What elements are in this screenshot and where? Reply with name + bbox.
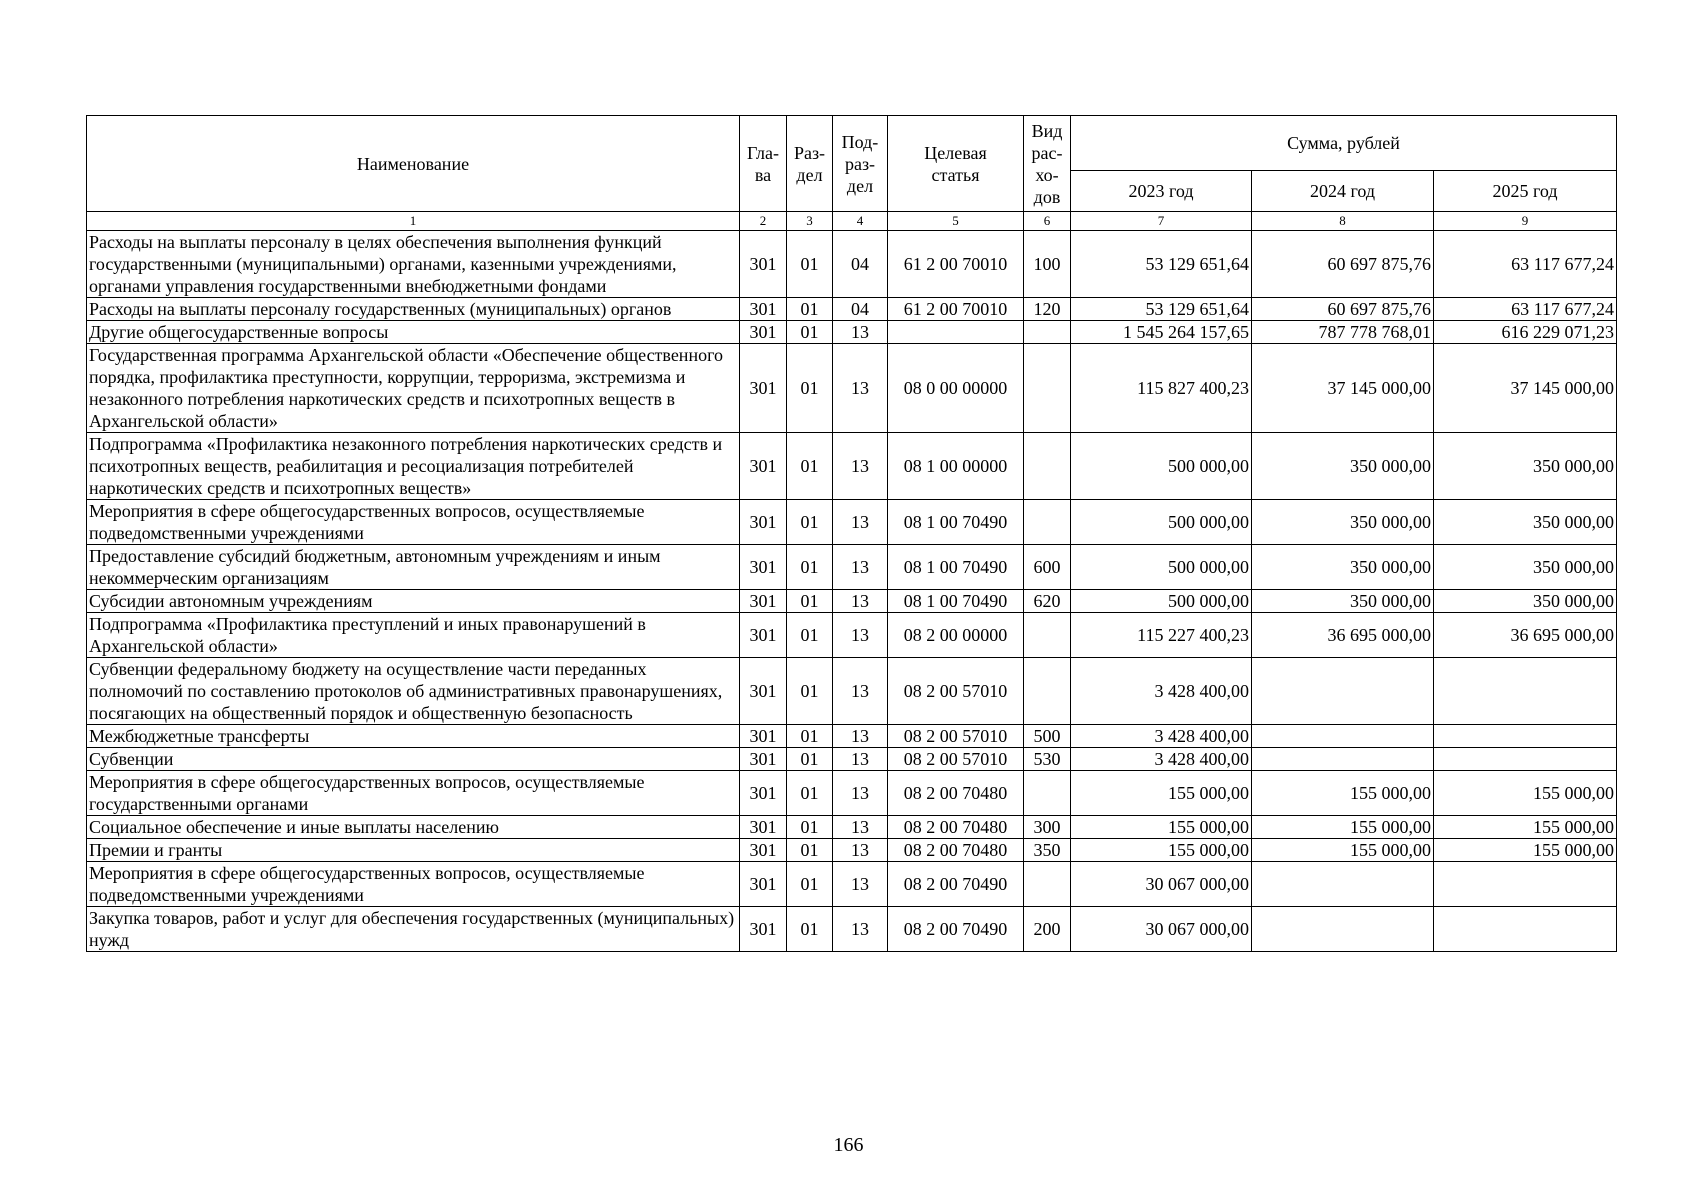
column-number: 4 bbox=[833, 212, 888, 231]
row-glava: 301 bbox=[740, 816, 787, 839]
row-podrazdel: 13 bbox=[833, 725, 888, 748]
row-podrazdel: 13 bbox=[833, 771, 888, 816]
table-row bbox=[87, 816, 1617, 839]
row-podrazdel: 13 bbox=[833, 500, 888, 545]
row-podrazdel: 13 bbox=[833, 839, 888, 862]
row-celevaya-statya: 08 1 00 70490 bbox=[888, 590, 1024, 613]
row-sum-2024: 155 000,00 bbox=[1252, 771, 1434, 816]
row-sum-2025: 36 695 000,00 bbox=[1434, 613, 1617, 658]
row-podrazdel: 13 bbox=[833, 545, 888, 590]
row-vid-rashodov bbox=[1024, 500, 1071, 545]
row-celevaya-statya: 08 2 00 57010 bbox=[888, 748, 1024, 771]
row-sum-2025 bbox=[1434, 907, 1617, 952]
row-podrazdel: 13 bbox=[833, 862, 888, 907]
page-number: 166 bbox=[833, 1134, 864, 1156]
table-row bbox=[87, 500, 1617, 545]
row-sum-2024: 350 000,00 bbox=[1252, 545, 1434, 590]
table-row bbox=[87, 321, 1617, 344]
row-name: Государственная программа Архангельской области «Обеспечение общественного порядка, профилактика преступности, коррупции, терроризма, экстремизма и незаконного потребления наркотических средств и психотропных веществ в Архангельской области» bbox=[87, 344, 740, 433]
row-sum-2024: 60 697 875,76 bbox=[1252, 298, 1434, 321]
row-podrazdel: 13 bbox=[833, 433, 888, 500]
row-razdel: 01 bbox=[787, 545, 833, 590]
row-razdel: 01 bbox=[787, 321, 833, 344]
row-name: Закупка товаров, работ и услуг для обеспечения государственных (муниципальных) нужд bbox=[87, 907, 740, 952]
table-row bbox=[87, 433, 1617, 500]
column-number: 7 bbox=[1071, 212, 1252, 231]
row-glava: 301 bbox=[740, 725, 787, 748]
row-sum-2023: 155 000,00 bbox=[1071, 771, 1252, 816]
row-vid-rashodov bbox=[1024, 862, 1071, 907]
row-razdel: 01 bbox=[787, 839, 833, 862]
table-row bbox=[87, 590, 1617, 613]
row-name: Подпрограмма «Профилактика преступлений и иных правонарушений в Архангельской области» bbox=[87, 613, 740, 658]
row-sum-2024 bbox=[1252, 725, 1434, 748]
row-sum-2024: 155 000,00 bbox=[1252, 839, 1434, 862]
row-razdel: 01 bbox=[787, 771, 833, 816]
row-vid-rashodov bbox=[1024, 771, 1071, 816]
row-sum-2023: 53 129 651,64 bbox=[1071, 298, 1252, 321]
table-row bbox=[87, 771, 1617, 816]
table-row bbox=[87, 545, 1617, 590]
row-vid-rashodov bbox=[1024, 613, 1071, 658]
row-celevaya-statya: 08 2 00 70480 bbox=[888, 839, 1024, 862]
row-razdel: 01 bbox=[787, 231, 833, 298]
row-sum-2024: 155 000,00 bbox=[1252, 816, 1434, 839]
row-name: Субсидии автономным учреждениям bbox=[87, 590, 740, 613]
column-number: 8 bbox=[1252, 212, 1434, 231]
row-glava: 301 bbox=[740, 613, 787, 658]
row-razdel: 01 bbox=[787, 500, 833, 545]
row-celevaya-statya: 08 2 00 70490 bbox=[888, 862, 1024, 907]
row-glava: 301 bbox=[740, 839, 787, 862]
row-vid-rashodov bbox=[1024, 658, 1071, 725]
row-celevaya-statya: 61 2 00 70010 bbox=[888, 298, 1024, 321]
table-row bbox=[87, 839, 1617, 862]
header-name: Наименование bbox=[87, 116, 740, 212]
row-razdel: 01 bbox=[787, 298, 833, 321]
row-vid-rashodov bbox=[1024, 344, 1071, 433]
row-sum-2025 bbox=[1434, 748, 1617, 771]
row-name: Премии и гранты bbox=[87, 839, 740, 862]
row-sum-2025: 350 000,00 bbox=[1434, 545, 1617, 590]
row-glava: 301 bbox=[740, 590, 787, 613]
row-glava: 301 bbox=[740, 545, 787, 590]
row-vid-rashodov: 120 bbox=[1024, 298, 1071, 321]
row-razdel: 01 bbox=[787, 725, 833, 748]
row-glava: 301 bbox=[740, 433, 787, 500]
row-name: Подпрограмма «Профилактика незаконного потребления наркотических средств и психотропных веществ, реабилитация и ресоциализация потребителей наркотических средств и психотропных веществ» bbox=[87, 433, 740, 500]
table-row bbox=[87, 344, 1617, 433]
row-sum-2023: 115 227 400,23 bbox=[1071, 613, 1252, 658]
row-glava: 301 bbox=[740, 862, 787, 907]
row-sum-2025: 616 229 071,23 bbox=[1434, 321, 1617, 344]
row-celevaya-statya: 08 1 00 70490 bbox=[888, 545, 1024, 590]
row-name: Расходы на выплаты персоналу государственных (муниципальных) органов bbox=[87, 298, 740, 321]
row-glava: 301 bbox=[740, 771, 787, 816]
row-celevaya-statya: 08 1 00 70490 bbox=[888, 500, 1024, 545]
row-celevaya-statya: 08 2 00 57010 bbox=[888, 725, 1024, 748]
row-vid-rashodov bbox=[1024, 321, 1071, 344]
header-glava: Гла- ва bbox=[740, 116, 787, 212]
row-vid-rashodov: 600 bbox=[1024, 545, 1071, 590]
row-sum-2023: 155 000,00 bbox=[1071, 816, 1252, 839]
row-podrazdel: 04 bbox=[833, 298, 888, 321]
row-razdel: 01 bbox=[787, 613, 833, 658]
row-podrazdel: 13 bbox=[833, 321, 888, 344]
row-name: Субвенции федеральному бюджету на осуществление части переданных полномочий по составлению протоколов об административных правонарушениях, посягающих на общественный порядок и общественную безопасность bbox=[87, 658, 740, 725]
row-sum-2025: 350 000,00 bbox=[1434, 590, 1617, 613]
header-celevaya-statya: Целевая статья bbox=[888, 116, 1024, 212]
row-sum-2024 bbox=[1252, 907, 1434, 952]
header-year-2025: 2025 год bbox=[1434, 171, 1617, 212]
column-number: 6 bbox=[1024, 212, 1071, 231]
header-year-2024: 2024 год bbox=[1252, 171, 1434, 212]
row-sum-2025: 155 000,00 bbox=[1434, 839, 1617, 862]
table-row bbox=[87, 231, 1617, 298]
row-sum-2023: 3 428 400,00 bbox=[1071, 748, 1252, 771]
row-name: Субвенции bbox=[87, 748, 740, 771]
row-sum-2023: 155 000,00 bbox=[1071, 839, 1252, 862]
table-row bbox=[87, 613, 1617, 658]
row-sum-2024 bbox=[1252, 862, 1434, 907]
row-podrazdel: 04 bbox=[833, 231, 888, 298]
row-name: Другие общегосударственные вопросы bbox=[87, 321, 740, 344]
row-sum-2025 bbox=[1434, 725, 1617, 748]
row-sum-2023: 3 428 400,00 bbox=[1071, 658, 1252, 725]
row-sum-2023: 500 000,00 bbox=[1071, 545, 1252, 590]
row-sum-2023: 500 000,00 bbox=[1071, 433, 1252, 500]
row-name: Предоставление субсидий бюджетным, автономным учреждениям и иным некоммерческим организациям bbox=[87, 545, 740, 590]
row-sum-2025 bbox=[1434, 862, 1617, 907]
row-glava: 301 bbox=[740, 500, 787, 545]
row-sum-2023: 53 129 651,64 bbox=[1071, 231, 1252, 298]
row-razdel: 01 bbox=[787, 658, 833, 725]
table-row bbox=[87, 725, 1617, 748]
row-sum-2023: 500 000,00 bbox=[1071, 500, 1252, 545]
row-razdel: 01 bbox=[787, 862, 833, 907]
row-podrazdel: 13 bbox=[833, 590, 888, 613]
row-sum-2025: 350 000,00 bbox=[1434, 433, 1617, 500]
table-row bbox=[87, 298, 1617, 321]
row-celevaya-statya: 08 2 00 57010 bbox=[888, 658, 1024, 725]
column-number: 3 bbox=[787, 212, 833, 231]
row-podrazdel: 13 bbox=[833, 748, 888, 771]
header-vid-rashodov: Вид рас- хо- дов bbox=[1024, 116, 1071, 212]
row-sum-2025: 63 117 677,24 bbox=[1434, 298, 1617, 321]
row-celevaya-statya: 08 1 00 00000 bbox=[888, 433, 1024, 500]
row-razdel: 01 bbox=[787, 590, 833, 613]
row-glava: 301 bbox=[740, 321, 787, 344]
row-name: Межбюджетные трансферты bbox=[87, 725, 740, 748]
row-name: Расходы на выплаты персоналу в целях обеспечения выполнения функций государственными (муниципальными) органами, казенными учреждениями, органами управления государственными внебюджетными фондами bbox=[87, 231, 740, 298]
budget-table bbox=[86, 115, 1617, 952]
row-sum-2024: 350 000,00 bbox=[1252, 433, 1434, 500]
row-razdel: 01 bbox=[787, 433, 833, 500]
table-row bbox=[87, 748, 1617, 771]
row-glava: 301 bbox=[740, 658, 787, 725]
column-number: 2 bbox=[740, 212, 787, 231]
row-sum-2024: 37 145 000,00 bbox=[1252, 344, 1434, 433]
column-number: 9 bbox=[1434, 212, 1617, 231]
row-celevaya-statya: 08 2 00 00000 bbox=[888, 613, 1024, 658]
row-glava: 301 bbox=[740, 344, 787, 433]
row-sum-2025: 155 000,00 bbox=[1434, 771, 1617, 816]
row-sum-2025: 155 000,00 bbox=[1434, 816, 1617, 839]
table-row bbox=[87, 862, 1617, 907]
row-vid-rashodov: 530 bbox=[1024, 748, 1071, 771]
row-vid-rashodov: 350 bbox=[1024, 839, 1071, 862]
row-name: Мероприятия в сфере общегосударственных вопросов, осуществляемые подведомственными учреждениями bbox=[87, 862, 740, 907]
column-number: 5 bbox=[888, 212, 1024, 231]
row-name: Мероприятия в сфере общегосударственных вопросов, осуществляемые государственными органами bbox=[87, 771, 740, 816]
row-vid-rashodov: 100 bbox=[1024, 231, 1071, 298]
row-sum-2023: 3 428 400,00 bbox=[1071, 725, 1252, 748]
row-podrazdel: 13 bbox=[833, 816, 888, 839]
row-razdel: 01 bbox=[787, 816, 833, 839]
row-sum-2023: 115 827 400,23 bbox=[1071, 344, 1252, 433]
row-sum-2025: 63 117 677,24 bbox=[1434, 231, 1617, 298]
row-vid-rashodov: 300 bbox=[1024, 816, 1071, 839]
row-vid-rashodov: 200 bbox=[1024, 907, 1071, 952]
row-vid-rashodov: 500 bbox=[1024, 725, 1071, 748]
row-glava: 301 bbox=[740, 907, 787, 952]
row-glava: 301 bbox=[740, 298, 787, 321]
row-celevaya-statya: 61 2 00 70010 bbox=[888, 231, 1024, 298]
row-sum-2024: 350 000,00 bbox=[1252, 500, 1434, 545]
row-celevaya-statya: 08 2 00 70490 bbox=[888, 907, 1024, 952]
header-podrazdel: Под- раз- дел bbox=[833, 116, 888, 212]
table-row bbox=[87, 658, 1617, 725]
row-name: Социальное обеспечение и иные выплаты населению bbox=[87, 816, 740, 839]
row-sum-2023: 1 545 264 157,65 bbox=[1071, 321, 1252, 344]
row-sum-2023: 30 067 000,00 bbox=[1071, 862, 1252, 907]
row-sum-2024: 350 000,00 bbox=[1252, 590, 1434, 613]
row-sum-2024 bbox=[1252, 658, 1434, 725]
column-number: 1 bbox=[87, 212, 740, 231]
row-razdel: 01 bbox=[787, 344, 833, 433]
row-vid-rashodov bbox=[1024, 433, 1071, 500]
row-celevaya-statya: 08 0 00 00000 bbox=[888, 344, 1024, 433]
header-razdel: Раз- дел bbox=[787, 116, 833, 212]
row-vid-rashodov: 620 bbox=[1024, 590, 1071, 613]
row-sum-2025: 350 000,00 bbox=[1434, 500, 1617, 545]
row-podrazdel: 13 bbox=[833, 344, 888, 433]
row-podrazdel: 13 bbox=[833, 613, 888, 658]
table-row bbox=[87, 907, 1617, 952]
row-sum-2024: 60 697 875,76 bbox=[1252, 231, 1434, 298]
row-sum-2024: 36 695 000,00 bbox=[1252, 613, 1434, 658]
row-name: Мероприятия в сфере общегосударственных вопросов, осуществляемые подведомственными учреждениями bbox=[87, 500, 740, 545]
row-razdel: 01 bbox=[787, 907, 833, 952]
row-sum-2023: 500 000,00 bbox=[1071, 590, 1252, 613]
row-sum-2025 bbox=[1434, 658, 1617, 725]
row-glava: 301 bbox=[740, 231, 787, 298]
row-podrazdel: 13 bbox=[833, 658, 888, 725]
row-sum-2024: 787 778 768,01 bbox=[1252, 321, 1434, 344]
header-year-2023: 2023 год bbox=[1071, 171, 1252, 212]
header-summa: Сумма, рублей bbox=[1071, 116, 1617, 171]
row-celevaya-statya: 08 2 00 70480 bbox=[888, 816, 1024, 839]
row-celevaya-statya bbox=[888, 321, 1024, 344]
row-sum-2025: 37 145 000,00 bbox=[1434, 344, 1617, 433]
row-razdel: 01 bbox=[787, 748, 833, 771]
column-number-row bbox=[87, 212, 1617, 231]
row-sum-2023: 30 067 000,00 bbox=[1071, 907, 1252, 952]
row-celevaya-statya: 08 2 00 70480 bbox=[888, 771, 1024, 816]
row-podrazdel: 13 bbox=[833, 907, 888, 952]
row-glava: 301 bbox=[740, 748, 787, 771]
row-sum-2024 bbox=[1252, 748, 1434, 771]
